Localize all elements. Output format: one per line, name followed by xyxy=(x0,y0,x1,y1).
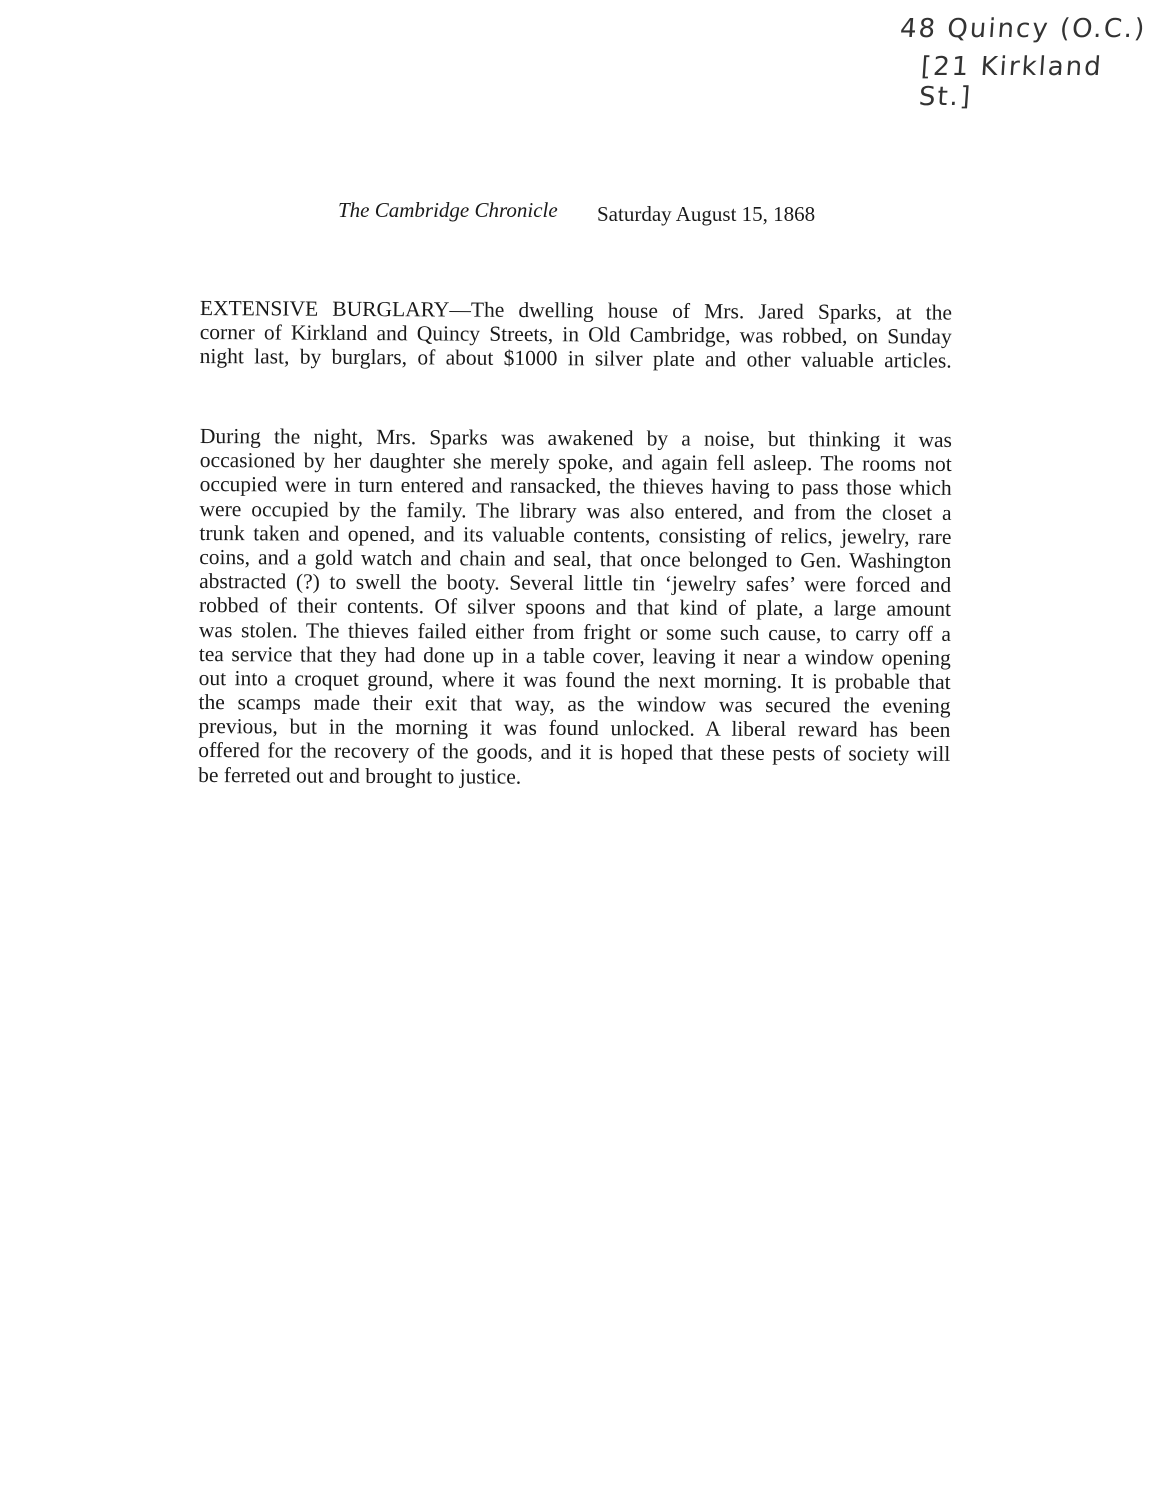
text-line: tea service that they had done up in a table cover, leaving it near a window opening xyxy=(198,641,951,670)
text-line: the scamps made their exit that way, as the window was secured the evening xyxy=(198,690,951,718)
text-line: corner of Kirkland and Quincy Streets, in Old Cambridge, was robbed, on Sunday xyxy=(199,320,952,349)
text-line: abstracted (?) to swell the booty. Several little tin ‘jewelry safes’ were forced and xyxy=(199,569,952,598)
article-paragraph-1 xyxy=(200,296,952,373)
text-line: was stolen. The thieves failed either from fright or some such cause, to carry off a xyxy=(198,617,951,646)
text-line: be ferreted out and brought to justice. xyxy=(198,762,522,789)
text-line: were occupied by the family. The library was also entered, and from the closet a xyxy=(199,496,952,525)
text-line: occupied were in turn entered and ransacked, the thieves having to pass those which xyxy=(199,472,952,501)
text-line: During the night, Mrs. Sparks was awakened by a noise, but thinking it was xyxy=(199,424,952,452)
text-line: trunk taken and opened, and its valuable contents, consisting of relics, jewelry, rare xyxy=(199,520,952,549)
text-line: occasioned by her daughter she merely spoke, and again fell asleep. The rooms not xyxy=(199,448,952,477)
handwritten-address: 48 Quincy (O.C.) xyxy=(898,14,1148,44)
text-line: robbed of their contents. Of silver spoons and that kind of plate, a large amount xyxy=(198,593,952,622)
text-line: EXTENSIVE BURGLARY—The dwelling house of Mrs. Jared Sparks, at the xyxy=(199,296,952,325)
text-line: previous, but in the morning it was found unlocked. A liberal reward has been xyxy=(198,714,951,743)
publication-name: The Cambridge Chronicle xyxy=(338,198,558,222)
article-paragraph-2 xyxy=(198,424,952,791)
text-line: out into a croquet ground, where it was found the next morning. It is probable that xyxy=(198,665,951,694)
text-line: night last, by burglars, of about $1000 in silver plate and other valuable articles. xyxy=(199,344,952,373)
handwritten-alt-address: [21 Kirkland St.] xyxy=(917,52,1104,112)
text-line: coins, and a gold watch and chain and seal, that once belonged to Gen. Washington xyxy=(199,544,952,573)
text-line: offered for the recovery of the goods, and it is hoped that these pests of society will xyxy=(198,738,951,767)
publication-date: Saturday August 15, 1868 xyxy=(597,202,816,226)
